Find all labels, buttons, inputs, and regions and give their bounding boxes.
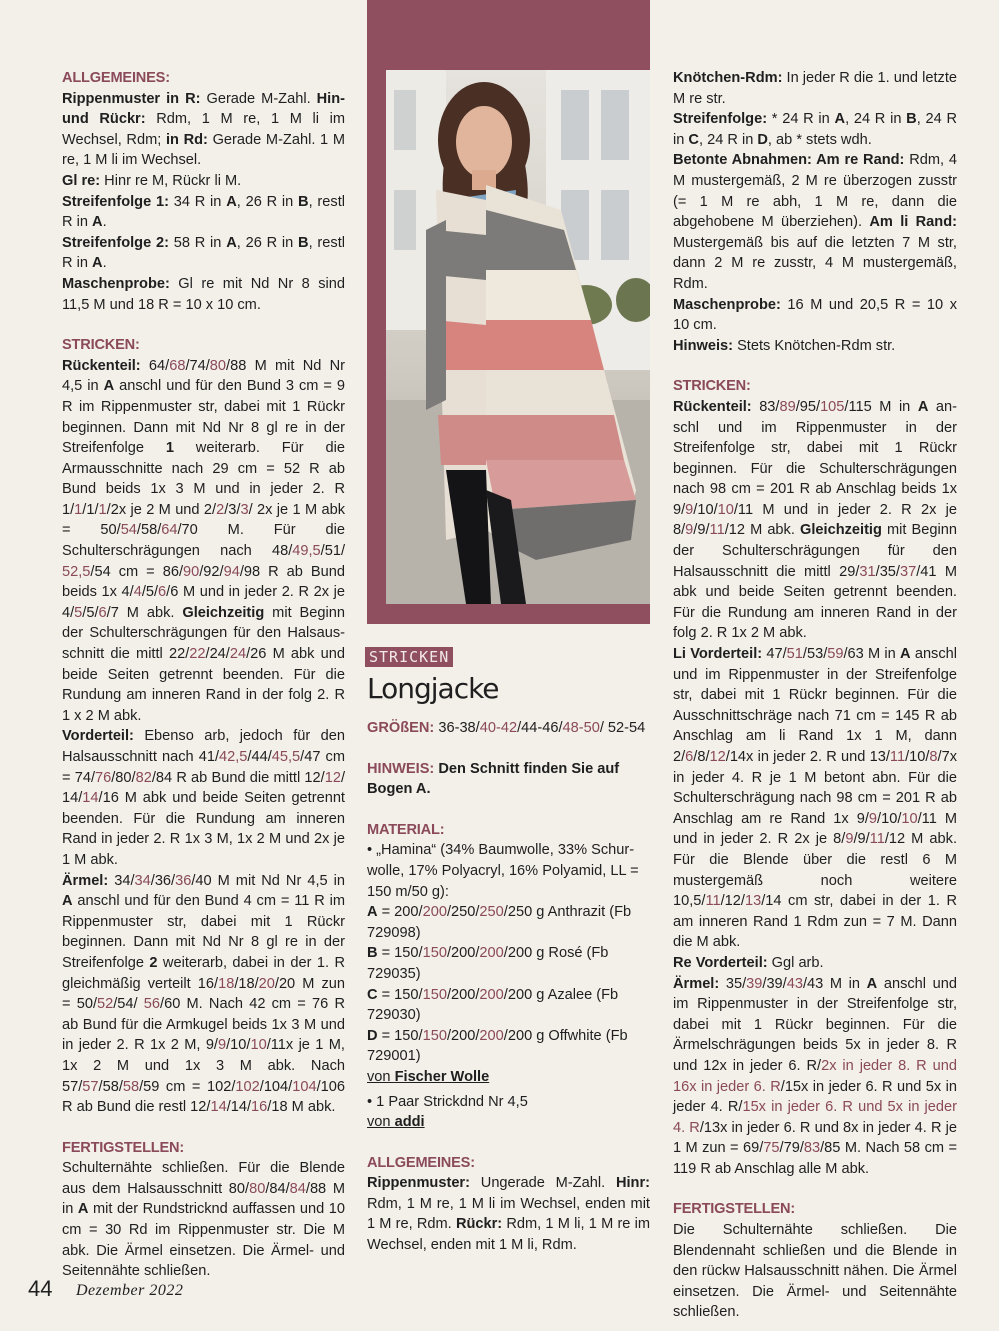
betonte-abnahmen: Betonte Abnahmen: Am re Rand: Rdm, 4 M mustergemäß, 2 M re überzogen zusstr (= 1 M re abh, 1 M re, dann die abgehobene M überziehen). Am li Rand: Mustergemäß bis auf die letzten 7 M str, dann 2 M re zusstr, 4 M mustergemäß, Rdm. xyxy=(673,152,957,292)
rippenmuster-mid: Rippenmuster: Ungerade M-Zahl. Hinr: Rdm, 1 M re, 1 M li im Wechsel, enden mit 1 M re, Rdm. Rückr: Rdm, 1 M li, 1 M re im Wechsel, enden mit 1 M li, Rdm. xyxy=(367,1175,651,1254)
material-desc: • „Hamina“ (34% Baumwolle, 33% Schurwolle, 17% Polyacryl, 16% Polyamid, LL = 150 m/50 g): xyxy=(367,842,639,900)
allgemeines-heading-mid: ALLGEMEINES: xyxy=(367,1154,475,1171)
streifenfolge-1: Streifenfolge 1: 34 R in A, 26 R in B, restl R in A. xyxy=(62,193,345,231)
model-illustration xyxy=(386,70,650,604)
re-vorderteil: Re Vorderteil: Ggl arb. xyxy=(673,954,824,971)
material-d: D = 150/150/200/200/200 g Offwhite (Fb 729001) xyxy=(367,1027,628,1065)
streifenfolge-right: Streifenfolge: * 24 R in A, 24 R in B, 24 R in C, 24 R in D, ab * stets wdh. xyxy=(673,111,958,148)
stricken-heading-right: STRICKEN: xyxy=(673,378,751,395)
fertig-heading-left: FERTIGSTELLEN: xyxy=(62,1139,185,1156)
fertig-heading-right: FERTIGSTELLEN: xyxy=(673,1201,796,1218)
li-vorderteil: Li Vorderteil: 47/51/53/59/63 M in A anschl und im Rippenmuster in der Streifenfolge str, dabei mit 1 Rückr beginnen. Für die Ausschnittschräge nach 71 cm = 145 R ab Anschlag am li Rand 1x 1 M, dann 2/6/8/12/14x in jeder 2. R und 13/11/10/8/7x in jeder 4. R je 1 M betont abn. Für die Schulterschrägung nach 98 cm = 201 R ab Anschlag am re Rand 1x 9/9/10/10/11 M und in jeder 2. R 2x je 8/9/9/11/12 M abk. Für die Blende über die restl 6 M mustergemäß noch weitere 10,5/11/12/13/14 cm str, dabei in der 1. R am inneren Rand 1 Rdm zun = 7 M. Dann die M abk. xyxy=(673,646,958,951)
aermel-right: Ärmel: 35/39/39/43/43 M in A anschl und im Rippenmuster in der Streifenfolge str, dabei mit 1 Rückr beginnen. Für die Ärmelschrägungen beids 5x in jeder 8. R und 12x in jeder 6. R/2x in jeder 8. R und 16x in jeder 6. R/15x in jeder 6. R und 5x in jeder 4. R/15x in jeder 6. R und 5x in jeder 4. R/13x in jeder 6. R und 8x in jeder 4. R je 1 M zun = 69/75/79/83/85 M. Nach 58 cm = 119 R ab Anschlag alle M abk. xyxy=(673,975,957,1177)
material-b: B = 150/150/200/200/200 g Rosé (Fb 729035) xyxy=(367,945,609,982)
maschenprobe-right: Maschenprobe: 16 M und 20,5 R = 10 x 10 cm. xyxy=(673,296,957,334)
issue-date: Dezember 2022 xyxy=(76,1282,184,1299)
model-photo xyxy=(386,70,650,604)
rueckenteil-left: Rückenteil: 64/68/74/80/88 M mit Nd Nr 4,5 in A anschl und für den Bund 3 cm = 9 R im Rippenmuster str, dabei mit 1 Rückr beginnen. Dann mit Nd Nr 8 gl re in der Streifenfolge 1 weiterarb. Für die Armausschnitte nach 29 cm = 52 R ab Bund beids 1x 3 M und in jeder 2. R 1/1/1/1/2x je 2 M und 2/2/3/3/ 2x je 1 M abk = 50/54/58/64/70 M. Für die Schulterschrägungen nach 48/49,5/51/ 52,5/54 cm = 86/90/92/94/98 R ab Bund beids 1x 4/4/5/6/6 M und in jeder 2. R 2x je 4/5/5/6/7 M abk. Gleichzeitig mit Beginn der Schulterschrägungen für den Halsausschnitt die mittl 22/22/24/24/26 M abk und beide Seiten getrennt beenden. Für die Rundung am inneren Rand in der folg 2. R 1 x 2 M abk. xyxy=(62,357,346,724)
maschenprobe-left: Maschenprobe: Gl re mit Nd Nr 8 sind 11,5 M und 18 R = 10 x 10 cm. xyxy=(62,275,345,313)
hinweis-right: Hinweis: Stets Knötchen-Rdm str. xyxy=(673,337,896,354)
left-column xyxy=(62,68,345,1282)
groessen: GRÖßEN: 36-38/40-42/44-46/48-50/ 52-54 xyxy=(367,720,646,736)
page-number: 44 xyxy=(28,1276,53,1301)
category-tag: STRICKEN xyxy=(365,647,453,667)
material-c: C = 150/150/200/200/200 g Azalee (Fb 729030) xyxy=(367,986,619,1024)
middle-column xyxy=(367,718,650,1256)
supplier-link-1[interactable]: von Fischer Wolle xyxy=(367,1068,490,1085)
hinweis-mid: HINWEIS: Den Schnitt finden Sie auf Bogen A. xyxy=(367,760,620,798)
material-a: A = 200/200/250/250/250 g Anthrazit (Fb 729098) xyxy=(367,904,632,941)
aermel-left: Ärmel: 34/34/36/36/40 M mit Nd Nr 4,5 in A anschl und für den Bund 4 cm = 11 R im Rippenmuster str, dabei mit 1 Rückr beginnen. Dann mit Nd Nr 8 gl re in der Streifenfolge 2 weiterarb, dabei in der 1. R gleichmäßig verteilt 16/18/18/20/20 M zun = 50/52/54/ 56/60 M. Nach 42 cm = 76 R ab Bund für die Armkugel beids 1x 3 M und in jeder 2. R 1x 2 M, 9/9/10/10/11x je 1 M, 1x 2 M und 1x 3 M abk. Nach 57/57/58/58/59 cm = 102/102/104/104/106 R ab Bund die restl 12/14/14/16/18 M abk. xyxy=(62,872,345,1116)
streifenfolge-2: Streifenfolge 2: 58 R in A, 26 R in B, restl R in A. xyxy=(62,234,345,272)
needle: • 1 Paar Strickdnd Nr 4,5 xyxy=(367,1093,528,1110)
page-title: Longjacke xyxy=(367,672,499,705)
gl-re: Gl re: Hinr re M, Rückr li M. xyxy=(62,172,242,189)
stricken-heading-left: STRICKEN: xyxy=(62,337,140,354)
knoetchen: Knötchen-Rdm: In jeder R die 1. und letzte M re str. xyxy=(673,70,957,107)
supplier-link-2[interactable]: von addi xyxy=(367,1114,425,1131)
vorderteil-left: Vorderteil: Ebenso arb, jedoch für den Halsausschnitt nach 41/42,5/44/45,5/47 cm = 74/76/80/82/84 R ab Bund die mittl 12/12/ 14/14/16 M abk und beide Seiten getrennt beenden. Für die Rundung am inneren Rand in jeder 2. R 1x 3 M, 1x 2 M und 2x je 1 M abk. xyxy=(62,728,345,868)
fertig-left: Schulternähte schließen. Für die Blende aus dem Halsausschnitt 80/80/84/84/88 M in A mit der Rundstricknd auffassen und 10 cm = 30 Rd im Rippenmuster str. Die M abk. Die Ärmel einsetzen. Die Ärmel- und Seitennähte schließen. xyxy=(62,1160,345,1280)
right-column xyxy=(673,68,957,1323)
rueckenteil-right: Rückenteil: 83/89/95/105/115 M in A anschl und im Rippenmuster in der Streifenfolge str, dabei mit 1 Rückr beginnen. Für die Schulterschrägungen nach 98 cm = 201 R ab Anschlag beids 1x 9/9/10/10/11 M und in jeder 2. R 2x je 8/9/9/11/12 M abk. Gleichzeitig mit Beginn der Schulterschrägungen für den Halsausschnitt die mittl 29/31/35/37/41 M abk und beide Seiten getrennt beenden. Für die Rundung am inneren Rand in der folg 2. R 1x 2 M abk. xyxy=(673,398,958,642)
fertig-right: Die Schulternähte schließen. Die Blendennaht schließen und die Blende in den rückw Halsausschnitt nähen. Die Ärmel einsetzen. Die Ärmel- und Seitennähte schließen. xyxy=(673,1222,957,1321)
allgemeines-heading: ALLGEMEINES: xyxy=(62,70,170,86)
rippenmuster-r: Rippenmuster in R: Gerade M-Zahl. Hin- und Rückr: Rdm, 1 M re, 1 M li im Wechsel, Rdm; in Rd: Gerade M-Zahl. 1 M re, 1 M li im Wechsel. xyxy=(62,90,345,169)
material-heading: MATERIAL: xyxy=(367,821,445,838)
